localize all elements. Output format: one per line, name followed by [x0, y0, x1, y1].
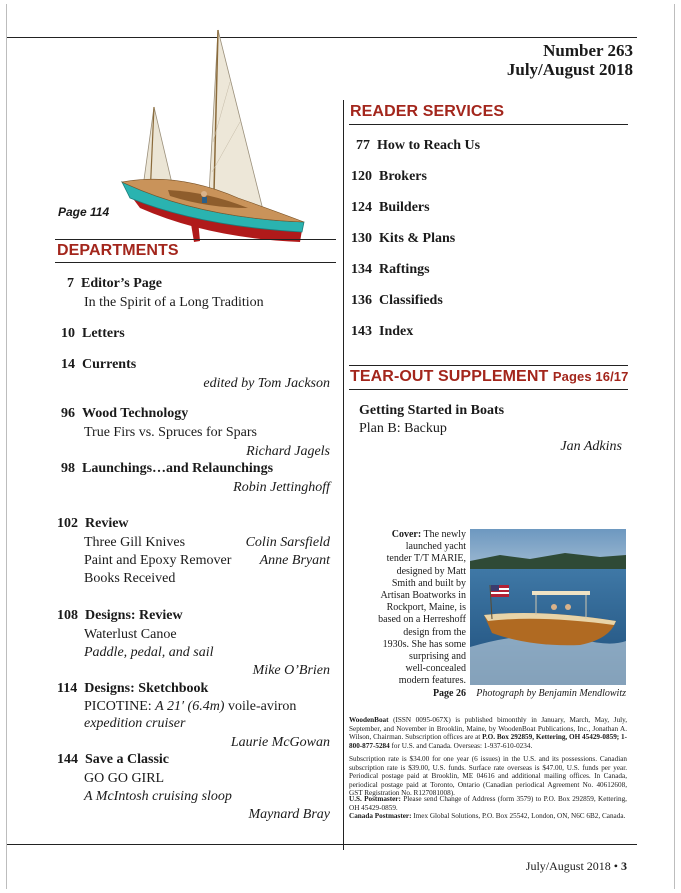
fineprint-text: (ISSN 0095-067X) is published bimonthly in January, March, May, July, September, and November in Brooklin, Maine, by WoodenBoat Publications, Inc., Jonathan A. Wilson, Chairman. Subscription offices are at: [349, 716, 627, 742]
service-entry[interactable]: [351, 292, 443, 309]
service-entry[interactable]: [356, 137, 480, 154]
fineprint-bold: U.S. Postmaster:: [349, 795, 401, 803]
publication-info: [349, 716, 627, 750]
toc-credit: Laurie McGowan: [230, 735, 330, 750]
toc-subtitle: Paint and Epoxy Remover: [84, 553, 232, 568]
cover-page: Page 26: [432, 687, 466, 699]
toc-page-number: 96: [61, 406, 75, 421]
fineprint-bold: Canada Postmaster:: [349, 812, 412, 820]
toc-title: Review: [85, 516, 129, 531]
toc-entry[interactable]: [57, 751, 169, 768]
toc-subtitle: In the Spirit of a Long Tradition: [84, 295, 264, 310]
toc-page-number: 7: [67, 276, 74, 291]
photo-credit: Photograph by Benjamin Mendlowitz: [476, 688, 626, 699]
motor-launch-image: [470, 529, 626, 685]
service-page-number: 124: [351, 200, 372, 215]
cover-label: Cover:: [391, 529, 422, 540]
service-entry[interactable]: [351, 230, 455, 247]
service-page-number: 120: [351, 169, 372, 184]
column-divider: [343, 100, 344, 850]
toc-page-number: 14: [61, 357, 75, 372]
reader-services-heading: READER SERVICES: [350, 103, 505, 120]
departments-underline: [55, 262, 336, 263]
cover-line: well-concealed: [405, 663, 466, 675]
toc-entry[interactable]: [61, 356, 136, 373]
page-footer: [526, 859, 627, 874]
toc-entry[interactable]: [61, 405, 188, 422]
toc-page-number: 98: [61, 461, 75, 476]
issue-date: July/August 2018: [506, 60, 633, 79]
toc-subtitle-2: expedition cruiser: [84, 716, 186, 731]
supplement-rule: [349, 365, 628, 366]
supplement-heading: [350, 368, 628, 386]
fineprint-bold: P.O. Box 292859, Kettering, OH 45429-0859; 1-800-877-5284: [349, 733, 627, 750]
cover-line: modern features.: [398, 675, 466, 687]
cover-line: designed by Matt: [396, 565, 466, 577]
cover-photo: [470, 529, 626, 685]
toc-title: Letters: [82, 326, 125, 341]
cover-caption: [354, 529, 466, 700]
toc-subtitle-2: A McIntosh cruising sloop: [84, 789, 232, 804]
toc-credit: Robin Jettinghoff: [233, 480, 330, 495]
service-title: Kits & Plans: [379, 231, 456, 246]
subscription-info: Subscription rate is $34.00 for one year (6 issues) in the U.S. and its possessions. Canadian subscription rate is $39.00, U.S. funds. Surface rate overseas is $47.00, U.S. funds per year. Periodical postage paid at Brooklin, ME 04616 and additional mailing offices. In Canada, periodical postage paid at Toronto, Ontario (Canadian periodical Agreement No. 40612608, GST Registration No. R127081008).: [349, 755, 627, 798]
service-page-number: 143: [351, 324, 372, 339]
illustration-caption: Page 114: [58, 205, 110, 219]
cover-line: Smith and built by: [391, 577, 466, 589]
fineprint-text: Imex Global Solutions, P.O. Box 25542, London, ON, N6C 6B2, Canada.: [411, 812, 626, 820]
cover-line: Artisan Boatworks in: [380, 590, 466, 602]
toc-page-number: 10: [61, 326, 75, 341]
toc-subtitle: Waterlust Canoe: [84, 627, 177, 642]
service-page-number: 130: [351, 231, 372, 246]
service-title: How to Reach Us: [377, 138, 481, 153]
cover-line: 1930s. She has some: [382, 638, 466, 650]
toc-page-number: 102: [57, 516, 78, 531]
service-title: Brokers: [379, 169, 427, 184]
cover-line: design from the: [403, 626, 466, 638]
toc-entry[interactable]: [67, 275, 162, 292]
canada-postmaster-info: [349, 812, 627, 821]
toc-entry[interactable]: [57, 515, 129, 532]
fineprint-text: for U.S. and Canada. Overseas: 1-937-610-0234.: [389, 741, 533, 750]
toc-credit: Richard Jagels: [246, 444, 330, 459]
cover-line: launched yacht: [405, 541, 466, 553]
toc-entry[interactable]: [57, 607, 183, 624]
toc-title: Save a Classic: [85, 752, 169, 767]
footer-issue: July/August 2018: [525, 859, 611, 873]
departments-heading: DEPARTMENTS: [57, 242, 179, 259]
toc-entry[interactable]: [61, 460, 273, 477]
service-page-number: 77: [356, 138, 370, 153]
toc-subtitle: True Firs vs. Spruces for Spars: [84, 425, 257, 440]
cover-line: The newly: [423, 529, 466, 540]
fineprint-bold: WoodenBoat: [349, 716, 389, 724]
toc-credit: edited by Tom Jackson: [203, 376, 330, 391]
top-rule: [7, 37, 637, 38]
service-title: Index: [379, 324, 414, 339]
toc-subtitle-2: Paddle, pedal, and sail: [84, 645, 214, 660]
toc-title: Launchings…and Relaunchings: [82, 461, 274, 476]
toc-title: Currents: [82, 357, 137, 372]
cover-line: surprising and: [409, 651, 466, 663]
toc-credit: Anne Bryant: [259, 553, 330, 568]
service-title: Raftings: [379, 262, 430, 277]
service-entry[interactable]: [351, 199, 430, 216]
cover-line: based on a Herreshoff: [378, 614, 466, 626]
supplement-article-title[interactable]: Getting Started in Boats: [359, 403, 505, 418]
toc-credit: Maynard Bray: [248, 807, 330, 822]
toc-page-number: 144: [57, 752, 78, 767]
toc-credit: Mike O’Brien: [252, 663, 330, 678]
supplement-underline: [349, 389, 628, 390]
service-page-number: 134: [351, 262, 372, 277]
supplement-pages: Pages 16/17: [552, 369, 629, 384]
supplement-title-label: TEAR-OUT SUPPLEMENT: [350, 368, 549, 385]
toc-credit: Colin Sarsfield: [245, 535, 330, 550]
service-page-number: 136: [351, 293, 372, 308]
supplement-article-subtitle: Plan B: Backup: [359, 421, 447, 436]
supplement-credit: Jan Adkins: [560, 439, 622, 454]
cover-line: Rockport, Maine, is: [386, 602, 466, 614]
toc-title: Designs: Review: [85, 608, 183, 623]
toc-title: Wood Technology: [82, 406, 189, 421]
toc-subtitle-part: PICOTINE:: [84, 699, 156, 714]
sailboat-illustration: [118, 22, 318, 252]
service-entry[interactable]: [351, 323, 413, 340]
toc-subtitle-part: A 21′ (6.4m): [155, 699, 225, 714]
toc-subtitle-part: voile-aviron: [224, 699, 297, 714]
service-title: Classifieds: [379, 293, 443, 308]
toc-title: Editor’s Page: [81, 276, 162, 291]
footer-bullet: •: [613, 859, 621, 873]
service-entry[interactable]: [351, 168, 427, 185]
departments-rule: [55, 239, 336, 240]
reader-services-underline: [349, 124, 628, 125]
footer-page-number: 3: [621, 859, 627, 873]
us-postmaster-info: [349, 795, 627, 812]
toc-subtitle: Books Received: [84, 571, 176, 586]
toc-subtitle: GO GO GIRL: [84, 771, 165, 786]
fineprint-text: Please send Change of Address (form 3579) to P.O. Box 292859, Kettering, OH 45429-0859.: [349, 795, 627, 812]
service-entry[interactable]: [351, 261, 430, 278]
service-title: Builders: [379, 200, 430, 215]
cover-line: tender T/T MARIE,: [386, 553, 466, 565]
bottom-rule: [7, 844, 637, 845]
issue-number: Number 263: [543, 41, 633, 60]
toc-entry[interactable]: [57, 680, 208, 697]
toc-page-number: 114: [57, 681, 78, 696]
toc-page-number: 108: [57, 608, 78, 623]
issue-info: [507, 41, 633, 79]
toc-subtitle: [84, 698, 296, 715]
toc-title: Designs: Sketchbook: [84, 681, 209, 696]
toc-entry[interactable]: [61, 325, 125, 342]
toc-subtitle: Three Gill Knives: [84, 535, 186, 550]
